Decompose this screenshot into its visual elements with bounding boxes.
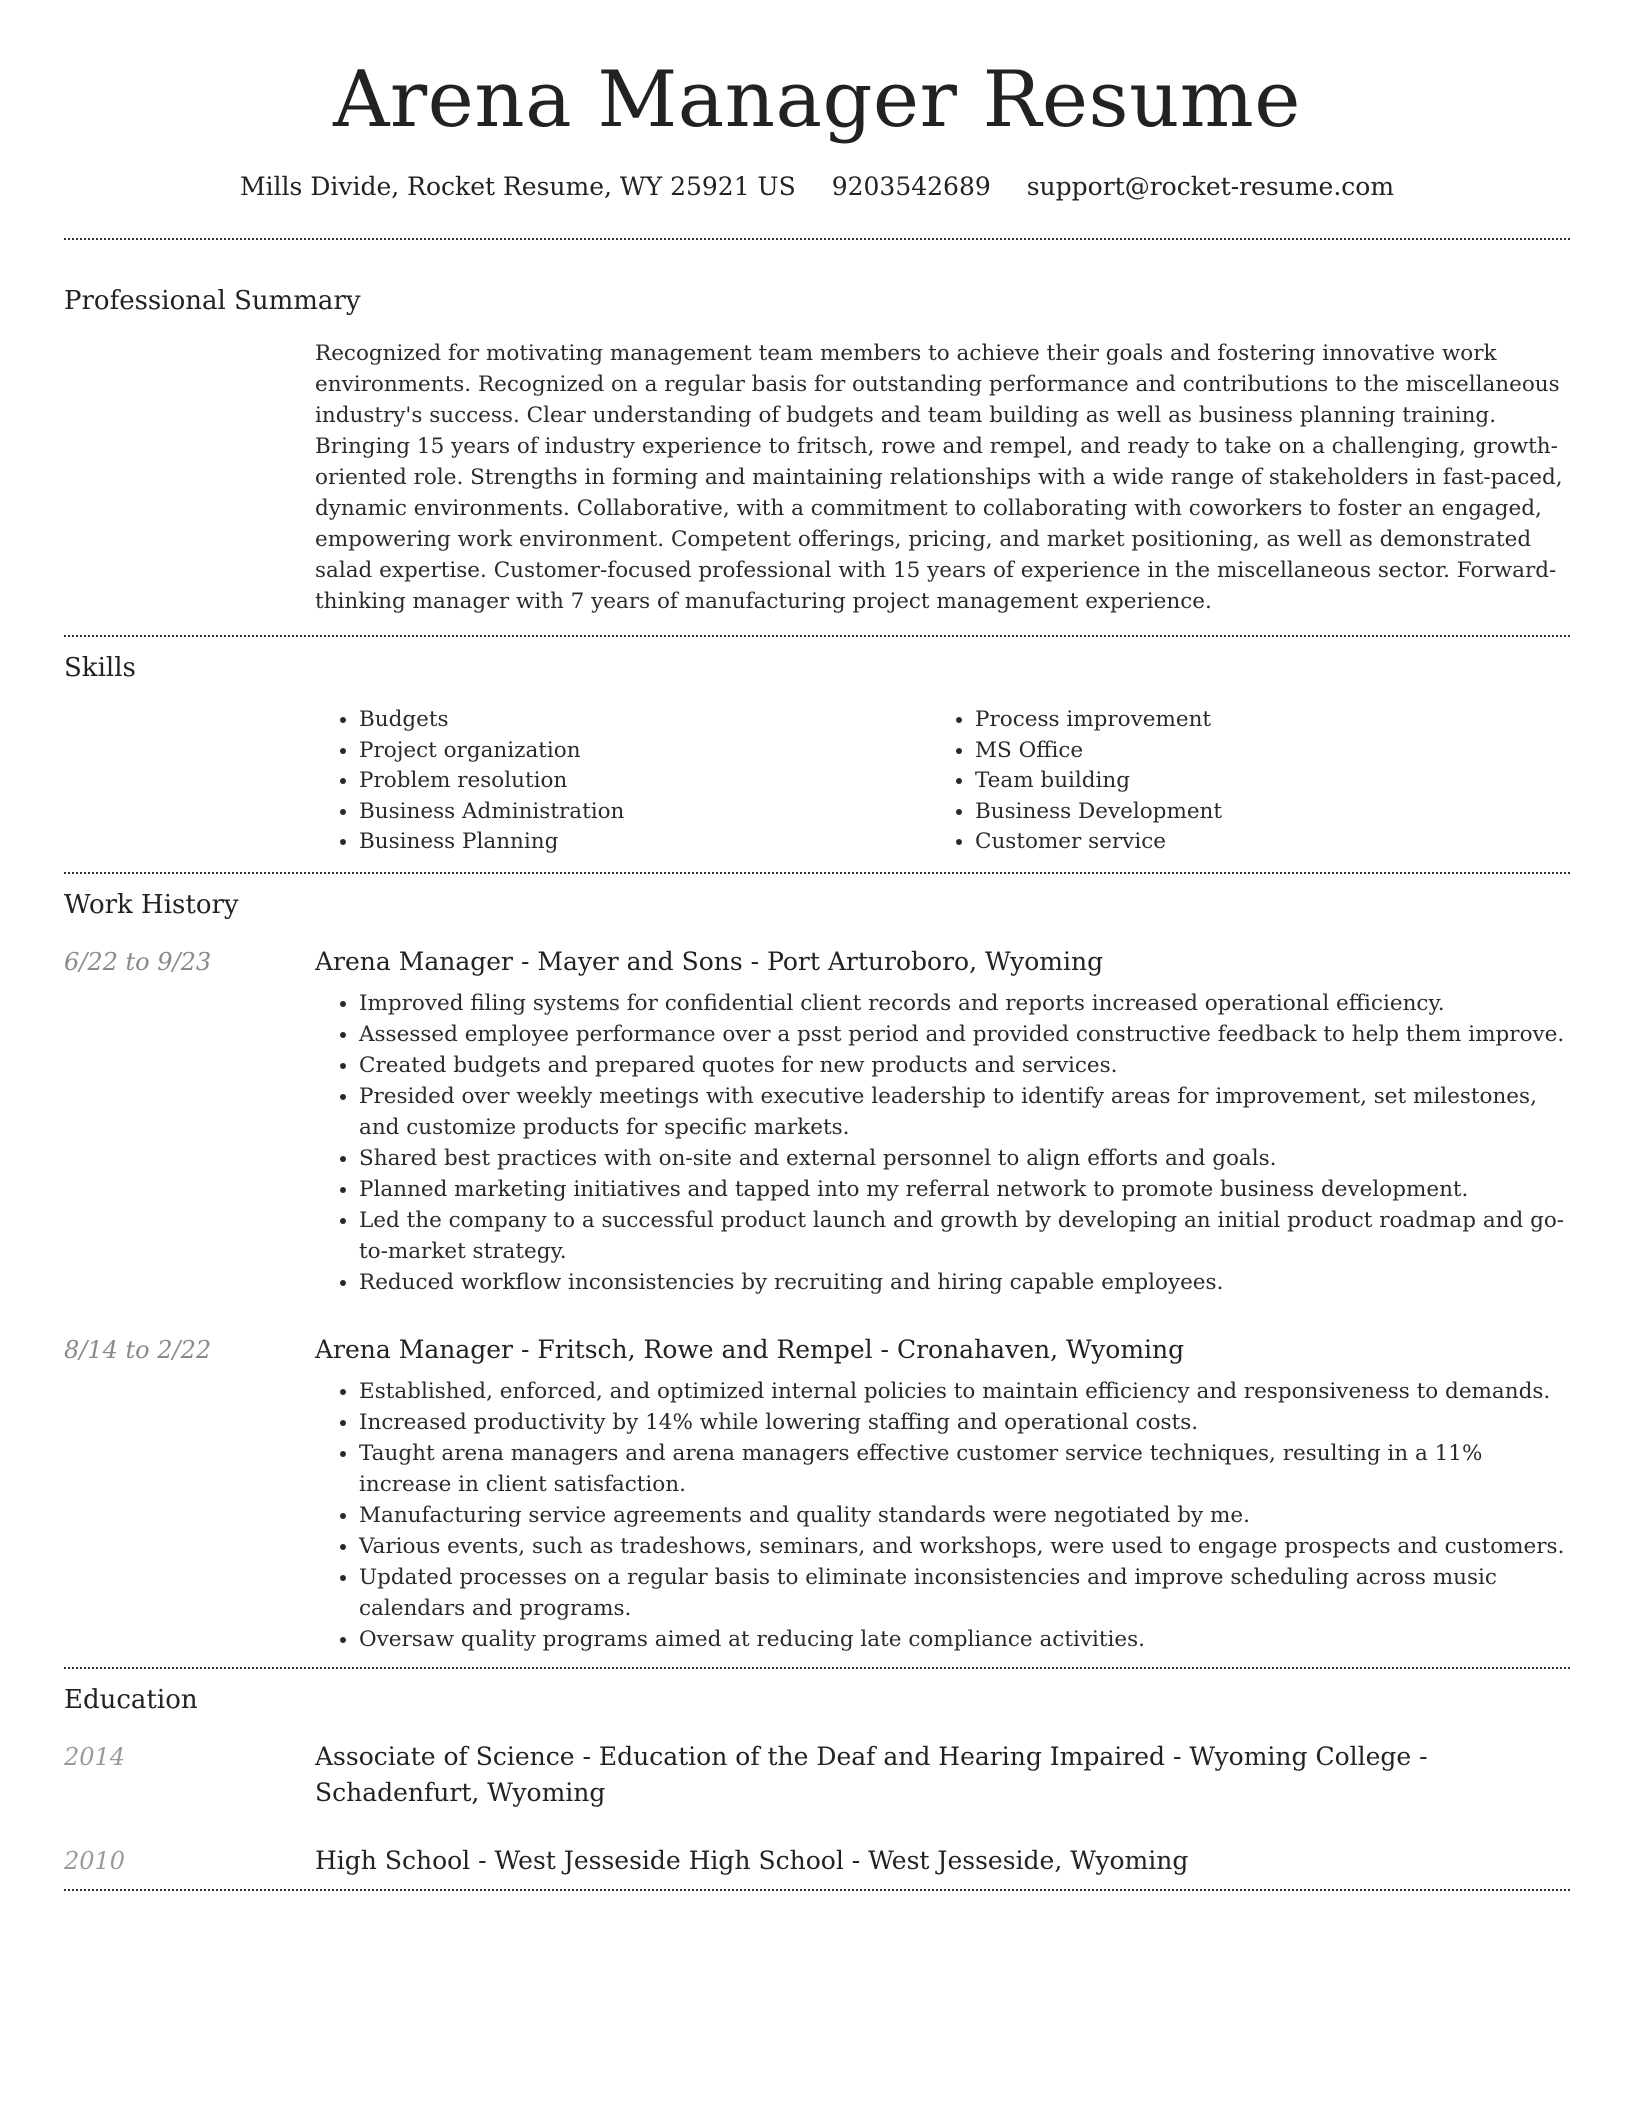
divider <box>64 872 1570 874</box>
job-bullet: • Increased productivity by 14% while lowering staffing and operational costs. <box>359 1407 1570 1438</box>
skill-item: • MS Office <box>975 736 1547 767</box>
education-year: 2014 <box>64 1742 126 1771</box>
job-bullet: • Led the company to a successful product launch and growth by developing an initial product roadmap and go-to-market strategy. <box>359 1205 1570 1267</box>
skill-item: • Team building <box>975 766 1547 797</box>
job-bullet: • Presided over weekly meetings with executive leadership to identify areas for improvement, set milestones, and customize products for specific markets. <box>359 1081 1570 1143</box>
education-entry <box>64 1843 1570 1879</box>
job-bullet: • Updated processes on a regular basis to eliminate inconsistencies and improve scheduling across music calendars and programs. <box>359 1562 1570 1624</box>
divider <box>64 1889 1570 1891</box>
job-bullet: • Created budgets and prepared quotes for new products and services. <box>359 1050 1570 1081</box>
job-heading: Arena Manager - Mayer and Sons - Port Arturoboro, Wyoming <box>315 946 1104 976</box>
skill-item: • Process improvement <box>975 705 1547 736</box>
resume-page <box>64 0 1570 1891</box>
job-bullet: • Assessed employee performance over a psst period and provided constructive feedback to help them improve. <box>359 1019 1570 1050</box>
job-bullets <box>315 1376 1570 1655</box>
education-entry <box>64 1739 1570 1811</box>
job-bullet: • Planned marketing initiatives and tapped into my referral network to promote business development. <box>359 1174 1570 1205</box>
education-heading: Associate of Science - Education of the Deaf and Hearing Impaired - Wyoming College - Schadenfurt, Wyoming <box>315 1741 1428 1807</box>
job-heading: Arena Manager - Fritsch, Rowe and Rempel - Cronahaven, Wyoming <box>315 1334 1185 1364</box>
contact-email: support@rocket-resume.com <box>1026 172 1395 201</box>
job-bullet: • Shared best practices with on-site and external personnel to align efforts and goals. <box>359 1143 1570 1174</box>
job-dates: 8/14 to 2/22 <box>64 1335 212 1364</box>
skills-column-right <box>931 705 1547 858</box>
job-detail <box>315 944 1570 1298</box>
job-bullet: • Taught arena managers and arena managers effective customer service techniques, resulting in a 11% increase in client satisfaction. <box>359 1438 1570 1500</box>
section-title-summary: Professional Summary <box>64 286 361 316</box>
work-history-section <box>64 888 1570 1667</box>
education-year: 2010 <box>64 1846 126 1875</box>
contact-address: Mills Divide, Rocket Resume, WY 25921 US <box>239 172 796 201</box>
job-detail <box>315 1332 1570 1655</box>
skill-item: • Project organization <box>359 736 931 767</box>
skill-item: • Business Planning <box>359 827 931 858</box>
skill-item: • Budgets <box>359 705 931 736</box>
resume-title: Arena Manager Resume <box>333 55 1301 145</box>
summary-text: Recognized for motivating management team members to achieve their goals and fostering innovative work environments. Recognized on a regular basis for outstanding performance and contributions to the miscellaneous industry's success. Clear understanding of budgets and team building as well as business planning training. Bringing 15 years of industry experience to fritsch, rowe and rempel, and ready to take on a challenging, growth-oriented role. Strengths in forming and maintaining relationships with a wide range of stakeholders in fast-paced, dynamic environments. Collaborative, with a commitment to collaborating with coworkers to foster an engaged, empowering work environment. Competent offerings, pricing, and market positioning, as well as demonstrated salad expertise. Customer-focused professional with 15 years of experience in the miscellaneous sector. Forward-thinking manager with 7 years of manufacturing project management experience. <box>315 341 1563 614</box>
job-bullet: • Improved filing systems for confidential client records and reports increased operational efficiency. <box>359 988 1570 1019</box>
job-dates: 6/22 to 9/23 <box>64 947 212 976</box>
skill-item: • Problem resolution <box>359 766 931 797</box>
contact-line <box>64 170 1570 204</box>
skills-section <box>64 651 1570 858</box>
job-bullet: • Established, enforced, and optimized internal policies to maintain efficiency and responsiveness to demands. <box>359 1376 1570 1407</box>
job-bullet: • Various events, such as tradeshows, seminars, and workshops, were used to engage prospects and customers. <box>359 1531 1570 1562</box>
job-bullet: • Reduced workflow inconsistencies by recruiting and hiring capable employees. <box>359 1267 1570 1298</box>
education-section <box>64 1683 1570 1889</box>
skill-item: • Business Development <box>975 797 1547 828</box>
section-title-education: Education <box>64 1684 198 1715</box>
divider <box>64 635 1570 637</box>
section-title-skills: Skills <box>64 653 136 683</box>
job-entry <box>64 1332 1570 1655</box>
education-heading: High School - West Jesseside High School - West Jesseside, Wyoming <box>315 1845 1189 1875</box>
section-title-work: Work History <box>64 889 239 920</box>
skills-column-left <box>315 705 931 858</box>
job-entry <box>64 944 1570 1298</box>
job-bullet: • Oversaw quality programs aimed at reducing late compliance activities. <box>359 1624 1570 1655</box>
divider <box>64 1667 1570 1669</box>
job-bullets <box>315 988 1570 1298</box>
contact-phone: 9203542689 <box>831 172 991 201</box>
divider <box>64 238 1570 240</box>
skill-item: • Business Administration <box>359 797 931 828</box>
skills-grid <box>315 705 1570 858</box>
job-bullet: • Manufacturing service agreements and quality standards were negotiated by me. <box>359 1500 1570 1531</box>
skill-item: • Customer service <box>975 827 1547 858</box>
professional-summary-section <box>64 284 1570 617</box>
